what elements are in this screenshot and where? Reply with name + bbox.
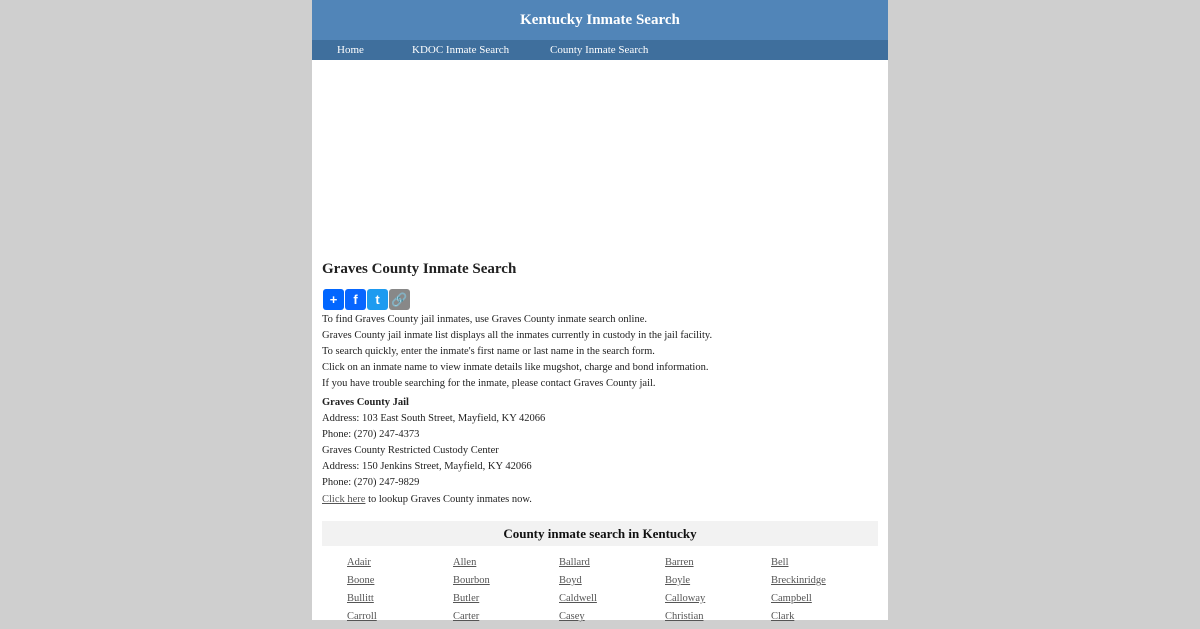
page-title: Graves County Inmate Search [322,261,517,277]
county-link[interactable]: Carter [453,611,480,622]
county-link[interactable]: Allen [453,557,477,568]
intro-line: Click on an inmate name to view inmate details like mugshot, charge and bond information. [322,362,709,373]
twitter-icon[interactable]: t [367,289,388,310]
county-section-title: County inmate search in Kentucky [322,521,878,546]
intro-text [322,312,712,392]
county-link[interactable]: Boyd [559,575,582,586]
facebook-icon[interactable]: f [345,289,366,310]
nav-kdoc-inmate-search[interactable]: KDOC Inmate Search [412,44,510,56]
county-link[interactable]: Campbell [771,593,812,604]
lookup-line [322,494,532,505]
page [312,0,888,620]
county-link[interactable]: Bullitt [347,593,374,604]
site-header [312,0,888,40]
county-link[interactable]: Adair [347,557,371,568]
ad-space [322,60,878,250]
jail-info-line: Address: 103 East South Street, Mayfield, KY 42066 [322,413,546,424]
county-link[interactable]: Bourbon [453,575,490,586]
county-link[interactable]: Breckinridge [771,575,826,586]
intro-line: To search quickly, enter the inmate's first name or last name in the search form. [322,346,655,357]
lookup-text: to lookup Graves County inmates now. [365,494,532,505]
county-link[interactable]: Caldwell [559,593,597,604]
county-grid [347,557,877,629]
county-link[interactable]: Barren [665,557,694,568]
county-link[interactable]: Boone [347,575,375,586]
copy-link-icon[interactable]: 🔗 [389,289,410,310]
nav-home[interactable]: Home [337,44,364,56]
county-link[interactable]: Clark [771,611,795,622]
site-title: Kentucky Inmate Search [520,12,680,28]
county-link[interactable]: Ballard [559,557,590,568]
jail-info-line: Phone: (270) 247-4373 [322,429,420,440]
share-plus-icon[interactable]: + [323,289,344,310]
county-link[interactable]: Carroll [347,611,377,622]
county-link[interactable]: Calloway [665,593,706,604]
county-link[interactable]: Butler [453,593,480,604]
intro-line: Graves County jail inmate list displays all the inmates currently in custody in the jail facility. [322,330,713,341]
nav-bar [312,40,888,60]
county-link[interactable]: Casey [559,611,585,622]
county-link[interactable]: Bell [771,557,789,568]
jail-name: Graves County Jail [322,397,409,408]
intro-line: If you have trouble searching for the inmate, please contact Graves County jail. [322,378,656,389]
click-here-link[interactable]: Click here [322,494,366,505]
jail-info-line: Phone: (270) 247-9829 [322,477,420,488]
intro-line: To find Graves County jail inmates, use Graves County inmate search online. [322,314,647,325]
jail-info-line: Graves County Restricted Custody Center [322,445,499,456]
nav-county-inmate-search[interactable]: County Inmate Search [550,44,649,56]
county-link[interactable]: Boyle [665,575,691,586]
jail-info-line: Address: 150 Jenkins Street, Mayfield, KY 42066 [322,461,532,472]
main-content [322,60,878,622]
county-link[interactable]: Christian [665,611,704,622]
jail-info [322,395,545,491]
share-buttons [323,289,410,310]
